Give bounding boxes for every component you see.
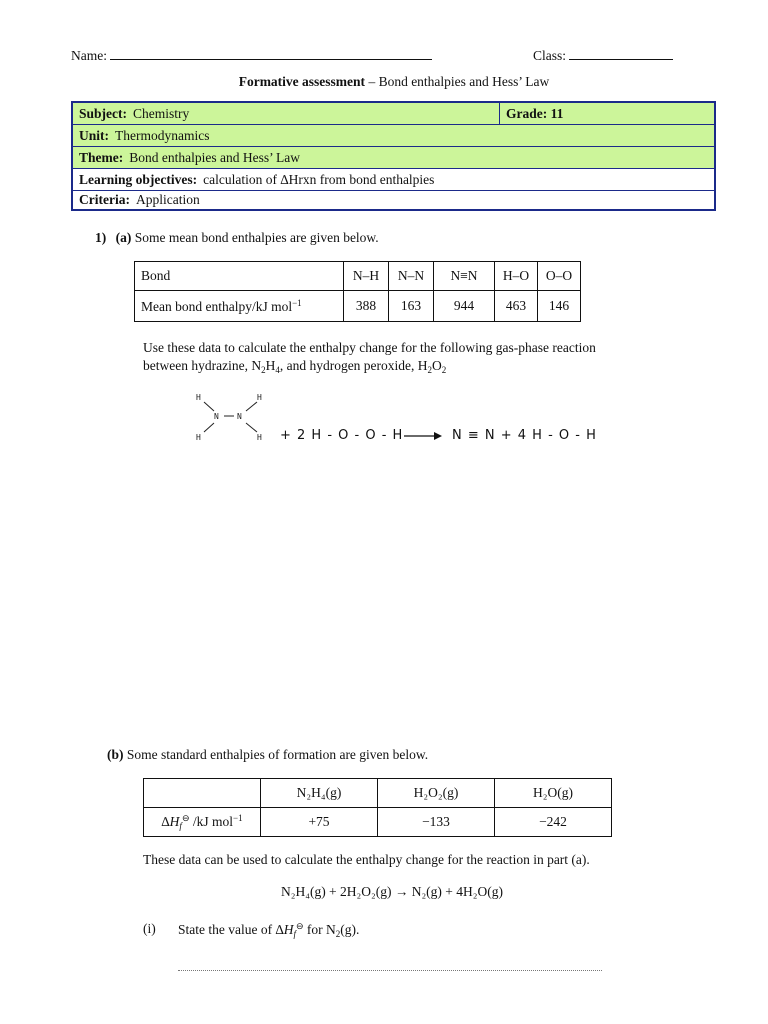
class-label: Class: <box>533 48 567 63</box>
title-bold: Formative assessment <box>238 74 366 89</box>
compound-header-cell: N₂H₄(g) <box>261 779 378 808</box>
name-label: Name: <box>71 48 107 63</box>
bond-enthalpy-table <box>134 261 581 322</box>
enthalpy-value-cell: 388 <box>344 291 389 322</box>
info-row-theme <box>73 147 714 169</box>
part-b-equation: N₂H₄(g) + 2H₂O₂(g) → N₂(g) + 4H₂O(g) <box>281 884 503 899</box>
compound-header-cell: H₂O₂(g) <box>378 779 495 808</box>
enthalpy-label: Mean bond enthalpy/kJ mol <box>141 298 293 314</box>
question-1a-heading <box>95 230 379 246</box>
sub-question-i-number: (i) <box>143 921 156 936</box>
criteria-label: Criteria: <box>79 192 130 207</box>
enthalpy-value-cell: 146 <box>538 291 581 322</box>
info-row-criteria <box>73 191 714 209</box>
objectives-label: Learning objectives: <box>79 171 198 187</box>
enthalpy-header-cell <box>135 291 344 322</box>
formation-label-cell: $\Delta H_f^⊖$ /kJ mol$^{-1}$ <box>144 808 261 837</box>
hydrazine-structure <box>190 388 270 446</box>
table-row <box>144 779 612 808</box>
instruction-line-1: Use these data to calculate the enthalpy change for the following gas-phase reaction <box>143 340 596 355</box>
answer-line[interactable] <box>178 970 602 971</box>
enthalpy-value-cell: 944 <box>434 291 495 322</box>
class-field <box>533 47 673 64</box>
reaction-products: N ≡ N + 4 H - O - H <box>452 428 597 443</box>
question-number: 1) <box>95 230 107 245</box>
unit-label: Unit: <box>79 127 109 143</box>
reaction-reactants: + 2 H - O - O - H <box>280 428 404 443</box>
formation-value-cell: +75 <box>261 808 378 837</box>
criteria-value: Application <box>135 192 200 207</box>
hydrogen-atom: H <box>196 393 201 402</box>
part-b-label: (b) <box>107 747 124 762</box>
bond-name-cell: N–N <box>389 262 434 291</box>
table-row <box>144 808 612 837</box>
objectives-value: calculation of ∆Hrxn from bond enthalpies <box>203 171 435 187</box>
nitrogen-atom: N <box>214 412 219 421</box>
part-a-text: Some mean bond enthalpies are given below. <box>134 230 379 245</box>
compound-header-cell: H₂O(g) <box>495 779 612 808</box>
hydrogen-atom: H <box>196 433 201 442</box>
enthalpy-value-cell: 163 <box>389 291 434 322</box>
instruction-line-2: between hydrazine, $N_2H_4$, and hydrogen peroxide, $H_2O_2$ <box>143 358 447 375</box>
bond-name-cell: H–O <box>495 262 538 291</box>
theme-value: Bond enthalpies and Hess’ Law <box>129 149 300 165</box>
table-row <box>135 262 581 291</box>
page-title <box>0 74 768 90</box>
bond-name-cell: O–O <box>538 262 581 291</box>
info-row-objectives <box>73 169 714 191</box>
part-b-text: Some standard enthalpies of formation are given below. <box>126 747 429 762</box>
formation-value-cell: −242 <box>495 808 612 837</box>
unit-value: Thermodynamics <box>115 127 210 143</box>
reaction-arrow-icon <box>404 431 442 441</box>
nitrogen-atom: N <box>237 412 242 421</box>
hydrogen-atom: H <box>257 393 262 402</box>
class-blank-line[interactable] <box>569 47 673 60</box>
formation-value-cell: −133 <box>378 808 495 837</box>
bond-name-cell: N≡N <box>434 262 495 291</box>
subject-value: Chemistry <box>133 105 190 121</box>
theme-label: Theme: <box>79 149 124 165</box>
formation-enthalpy-table <box>143 778 612 837</box>
sub-question-i-text: State the value of $\Delta H_f^⊖$ for $N_2(g)$. <box>178 921 360 939</box>
bond-header-cell: Bond <box>135 262 344 291</box>
part-a-label: (a) <box>115 230 132 245</box>
subject-label: Subject: <box>79 105 127 121</box>
empty-header-cell <box>144 779 261 808</box>
name-field <box>71 47 432 64</box>
grade-label: Grade: 11 <box>506 105 564 121</box>
enthalpy-value-cell: 463 <box>495 291 538 322</box>
part-b-heading <box>107 747 428 763</box>
name-blank-line[interactable] <box>110 47 432 60</box>
title-rest: – Bond enthalpies and Hess’ Law <box>365 74 550 89</box>
part-b-note: These data can be used to calculate the enthalpy change for the reaction in part (a). <box>143 852 590 867</box>
bond-name-cell: N–H <box>344 262 389 291</box>
info-table <box>71 101 716 211</box>
info-row-subject <box>73 103 714 125</box>
hydrogen-atom: H <box>257 433 262 442</box>
enthalpy-unit-exponent: −1 <box>292 297 302 308</box>
table-row <box>135 291 581 322</box>
info-row-unit <box>73 125 714 147</box>
instruction-text <box>143 339 596 379</box>
